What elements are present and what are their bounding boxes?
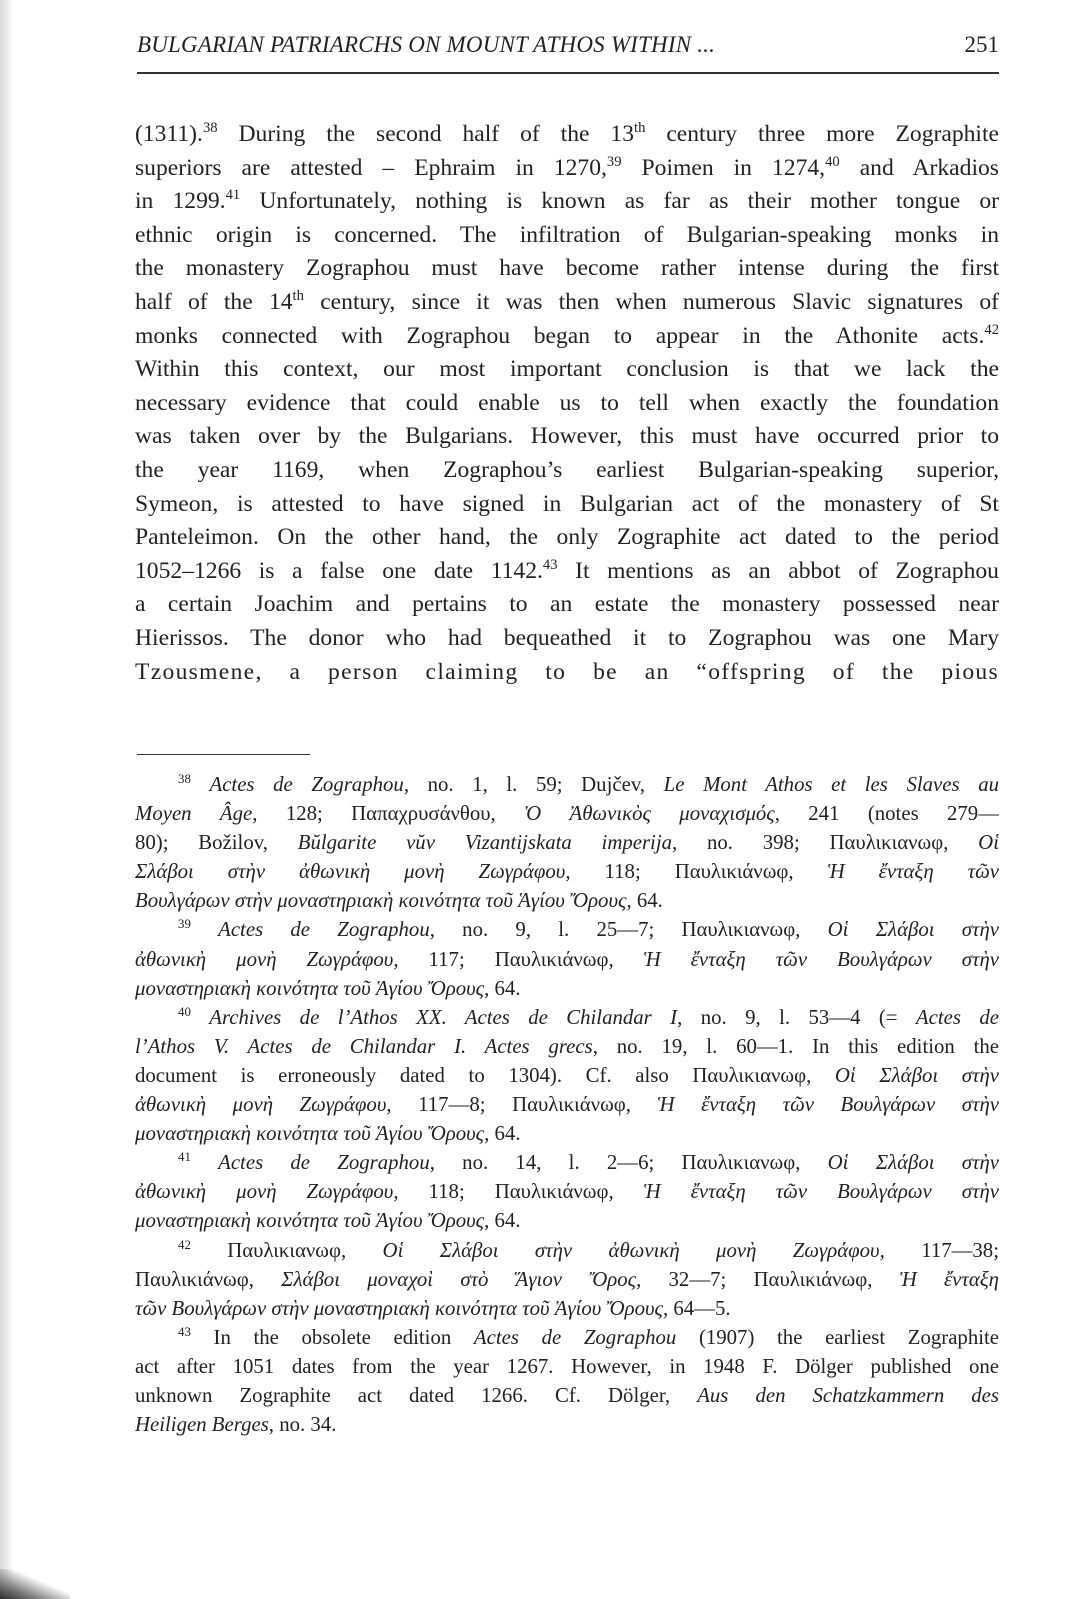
footnote-start-line: $^{38}$ Actes de Zographou, no. 1, l. 59; Dujčev, Le Mont Athos et les Slaves au bbox=[178, 772, 999, 796]
footnote-line: μοναστηριακὴ κοινότητα τοῦ Ἁγίου Ὄρους, 64. bbox=[135, 976, 521, 1000]
body-line: Panteleimon. On the other hand, the only Zographite act dated to the period bbox=[135, 524, 999, 551]
body-line: Within this context, our most important conclusion is that we lack the bbox=[135, 356, 999, 383]
footnotes bbox=[135, 770, 999, 1439]
body-line: necessary evidence that could enable us to tell when exactly the foundation bbox=[135, 389, 999, 416]
body-line: the monastery Zographou must have become rather intense during the first bbox=[135, 255, 999, 282]
footnote-line: Βουλγάρων στὴν μοναστηριακὴ κοινότητα τοῦ Ἁγίου Ὄρους, 64. bbox=[135, 889, 663, 913]
footnote-line: Σλάβοι στὴν ἀθωνικὴ μονὴ Ζωγράφου, 118; Παυλικιάνωφ, Ἡ ἔνταξη τῶν bbox=[135, 860, 999, 884]
scan-corner-shadow bbox=[0, 1569, 70, 1599]
body-line: the year 1169, when Zographou’s earliest Bulgarian-speaking superior, bbox=[135, 456, 999, 483]
main-text bbox=[135, 118, 999, 689]
page-gutter-shadow bbox=[0, 0, 14, 1599]
footnote-line: 80); Božilov, Bŭlgarite vŭv Vizantijskata imperija, no. 398; Παυλικιανωφ, Οἱ bbox=[135, 831, 999, 855]
footnote-line: Παυλικιάνωφ, Σλάβοι μοναχοὶ στὸ Ἅγιον Ὄρος, 32—7; Παυλικιάνωφ, Ἡ ἔνταξη bbox=[135, 1267, 999, 1291]
footnote-line: τῶν Βουλγάρων στὴν μοναστηριακὴ κοινότητα τοῦ Ἁγίου Ὄρους, 64—5. bbox=[135, 1296, 731, 1320]
footnote-start-line: $^{40}$ Archives de l’Athos XX. Actes de Chilandar I, no. 9, l. 53—4 (= Actes de bbox=[178, 1004, 999, 1029]
body-line: monks connected with Zographou began to appear in the Athonite acts.$^{42}$ bbox=[135, 321, 999, 349]
footnote-line: unknown Zographite act dated 1266. Cf. Dölger, Aus den Schatzkammern des bbox=[135, 1383, 999, 1407]
body-line: 1052–1266 is a false one date 1142.43 It mentions as an abbot of Zographou bbox=[135, 556, 999, 584]
body-line: was taken over by the Bulgarians. However, this must have occurred prior to bbox=[135, 423, 999, 450]
footnote-start-line: $^{42}$ Παυλικιανωφ, Οἱ Σλάβοι στὴν ἀθωνικὴ μονὴ Ζωγράφου, 117—38; bbox=[178, 1237, 999, 1262]
running-title: BULGARIAN PATRIARCHS ON MOUNT ATHOS WITHIN ... bbox=[137, 32, 716, 57]
body-line: superiors are attested – Ephraim in 1270,39 Poimen in 1274,40 and Arkadios bbox=[135, 153, 999, 181]
footnote-separator bbox=[137, 754, 310, 755]
footnote-line: ἀθωνικὴ μονὴ Ζωγράφου, 117—8; Παυλικιάνωφ, Ἡ ἔνταξη τῶν Βουλγάρων στὴν bbox=[135, 1093, 999, 1117]
body-line: Hierissos. The donor who had bequeathed it to Zographou was one Mary bbox=[135, 624, 999, 651]
body-line: ethnic origin is concerned. The infiltration of Bulgarian-speaking monks in bbox=[135, 221, 999, 248]
footnote-line: μοναστηριακὴ κοινότητα τοῦ Ἁγίου Ὄρους, 64. bbox=[135, 1122, 521, 1146]
body-line: Tzousmene, a person claiming to be an “offspring of the pious bbox=[135, 658, 999, 685]
footnote-line: μοναστηριακὴ κοινότητα τοῦ Ἁγίου Ὄρους, 64. bbox=[135, 1209, 521, 1233]
footnote-start-line: $^{43}$ In the obsolete edition Actes de Zographou (1907) the earliest Zographite bbox=[178, 1324, 999, 1349]
page-header bbox=[137, 30, 999, 74]
footnote-line: act after 1051 dates from the year 1267. However, in 1948 F. Dölger published one bbox=[135, 1354, 999, 1378]
page-number: 251 bbox=[964, 32, 999, 57]
body-line: a certain Joachim and pertains to an estate the monastery possessed near bbox=[135, 591, 999, 618]
footnote-line: document is erroneously dated to 1304). Cf. also Παυλικιανωφ, Οἱ Σλάβοι στὴν bbox=[135, 1063, 999, 1087]
footnote-line: ἀθωνικὴ μονὴ Ζωγράφου, 117; Παυλικιάνωφ, Ἡ ἔνταξη τῶν Βουλγάρων στὴν bbox=[135, 947, 999, 971]
footnote-line: Heiligen Berges, no. 34. bbox=[135, 1413, 337, 1437]
body-line: Symeon, is attested to have signed in Bulgarian act of the monastery of St bbox=[135, 490, 999, 517]
body-line: in 1299.41 Unfortunately, nothing is known as far as their mother tongue or bbox=[135, 187, 999, 215]
footnote-start-line: $^{41}$ Actes de Zographou, no. 14, l. 2—6; Παυλικιανωφ, Οἱ Σλάβοι στὴν bbox=[178, 1150, 999, 1175]
footnote-line: ἀθωνικὴ μονὴ Ζωγράφου, 118; Παυλικιάνωφ, Ἡ ἔνταξη τῶν Βουλγάρων στὴν bbox=[135, 1180, 999, 1204]
footnote-line: l’Athos V. Actes de Chilandar I. Actes grecs, no. 19, l. 60—1. In this edition the bbox=[135, 1034, 999, 1058]
footnote-start-line: $^{39}$ Actes de Zographou, no. 9, l. 25—7; Παυλικιανωφ, Οἱ Σλάβοι στὴν bbox=[178, 917, 999, 942]
body-line: (1311).$^{38}$ During the second half of the 13th century three more Zographite bbox=[135, 120, 999, 147]
body-line: half of the 14th century, since it was then when numerous Slavic signatures of bbox=[135, 288, 999, 315]
footnote-line: Moyen Âge, 128; Παπαχρυσάνθου, Ὁ Ἀθωνικὸς μοναχισμός, 241 (notes 279— bbox=[135, 802, 999, 826]
